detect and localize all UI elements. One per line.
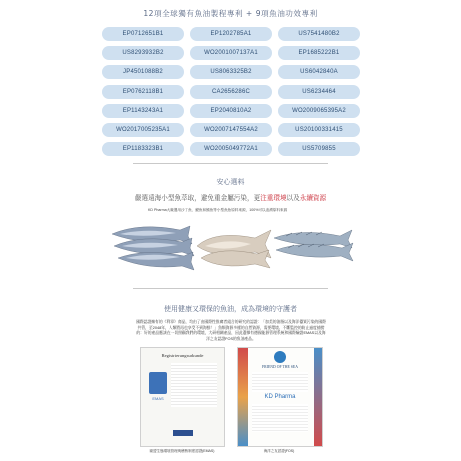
emas-logo	[149, 372, 167, 394]
emas-footer-logo	[173, 430, 193, 436]
patent-pill: WO2009065395A2	[278, 104, 360, 118]
fos-seal	[274, 351, 286, 363]
fos-certificate	[237, 347, 323, 447]
emas-cert-title: Registrierungsurkunde	[161, 353, 204, 358]
patent-pill: EP2040810A2	[190, 104, 272, 118]
mackerel-image	[272, 228, 354, 268]
patent-pill: EP0712651B1	[102, 27, 184, 41]
patents-title: 12項全球獨有魚油製程專利 + 9項魚油功效專利	[143, 9, 318, 18]
emas-cert-text	[171, 363, 217, 407]
sardines-image	[110, 220, 195, 275]
patent-pill: EP1685222B1	[278, 46, 360, 60]
fos-company-logo: KD Pharma	[264, 394, 296, 400]
patent-pill: WO2005049772A1	[190, 142, 272, 156]
patent-pill: EP0762118B1	[102, 85, 184, 99]
emas-certificate	[140, 347, 225, 447]
fos-caption: 海洋之友認證(FOS)	[263, 449, 295, 453]
patent-pill: US5709855	[278, 142, 360, 156]
patent-pill: EP1183323B1	[102, 142, 184, 156]
patent-pill: EP1202785A1	[190, 27, 272, 41]
patent-pill: US7541480B2	[278, 27, 360, 41]
emas-badge: EMAS	[152, 396, 164, 401]
safety-subline: 嚴選遠海小型魚萃取，避免重金屬污染，更注重環境以及永續資源	[134, 194, 327, 202]
fos-coral-left	[238, 348, 248, 446]
safety-heading: 安心選料	[216, 178, 245, 186]
section-divider-2	[133, 288, 328, 289]
patent-pill: US6234464	[278, 85, 360, 99]
patent-pill: WO2017005235A1	[102, 123, 184, 137]
anchovies-image	[195, 226, 273, 271]
patent-pill: US6042840A	[278, 65, 360, 79]
patent-pill: WO2007147554A2	[190, 123, 272, 137]
patent-pill: JP4501088B2	[102, 65, 184, 79]
section-divider	[133, 163, 328, 164]
fos-cert-text-2	[252, 404, 308, 432]
env-paragraph: 國際認證擁有的《利寧》商品，均由了由國際性推廣者組合的研究的認證：「加美的油脂以及海洋優質污染的國際共管，至2048年，人類將再也享受不到海鮮！」魚類資源多樣的自然資源，需要環境、不斷監控的防止過度捕撈的：好的產品應該在一切照顧我們的環境，大研相關產品，因此選擇有德國能源管理系統和國際驗證EMAS以及海洋之友認證FOS的魚油產品。	[136, 320, 326, 342]
patent-pill: CA2656286C	[190, 85, 272, 99]
fos-cert-title: FRIEND OF THE SEA	[262, 365, 298, 369]
env-heading: 使用健康又環保的魚油，成為環境的守護者	[164, 305, 297, 313]
patent-pill: EP1143243A1	[102, 104, 184, 118]
patent-grid	[102, 27, 360, 156]
patent-pill: US8063325B2	[190, 65, 272, 79]
fos-coral-right	[314, 348, 322, 446]
fos-cert-text	[252, 372, 308, 392]
patent-pill: US20100331415	[278, 123, 360, 137]
patent-pill: WO2001007137A1	[190, 46, 272, 60]
safety-note: KD Pharma大廠選用沙丁魚、鯷魚和鯖魚等小型魚魚原料來源，100%可以追溯原料來源	[148, 208, 288, 212]
emas-caption: 歐盟生態環境管理與稽核制度認證(EMAS)	[149, 449, 215, 453]
patent-pill: US8293932B2	[102, 46, 184, 60]
